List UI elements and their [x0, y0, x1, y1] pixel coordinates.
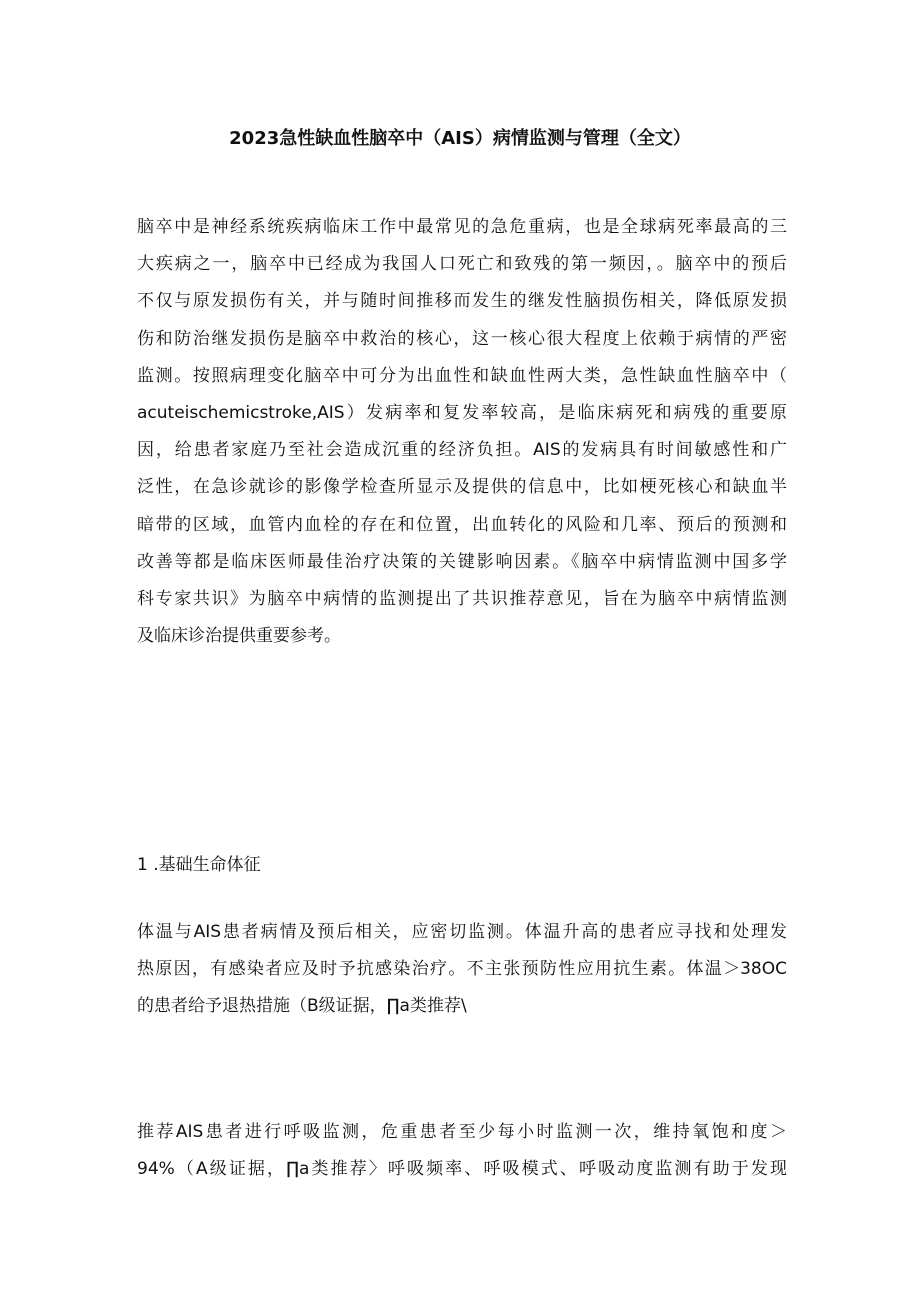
text-line: 推荐AIS患者进行呼吸监测，危重患者至少每小时监测一次，维持氧饱和度＞: [137, 1122, 787, 1142]
text-line: 大疾病之一，脑卒中已经成为我国人口死亡和致残的第一频因，。脑卒中的预后: [137, 254, 787, 275]
text-line: 及临床诊治提供重要参考。: [137, 626, 341, 647]
text-line: acuteischemicstroke,AIS）发病率和复发率较高，是临床病死和病残的重要原: [137, 403, 787, 424]
text-line: 科专家共识》为脑卒中病情的监测提出了共识推荐意见，旨在为脑卒中病情监测: [137, 589, 787, 610]
intro-paragraph: [137, 209, 787, 655]
text-line: 不仅与原发损伤有关，并与随时间推移而发生的继发性脑损伤相关，降低原发损: [137, 291, 787, 312]
text-line: 的患者给予退热措施（B级证据，∏a类推荐\: [137, 996, 467, 1017]
document-title: 2023急性缺血性脑卒中（AIS）病情监测与管理（全文）: [229, 128, 691, 149]
section-heading: 1 .基础生命体征: [137, 855, 261, 875]
text-line: 监测。按照病理变化脑卒中可分为出血性和缺血性两大类，急性缺血性脑卒中（: [137, 365, 787, 386]
text-line: 因，给患者家庭乃至社会造成沉重的经济负担。AIS的发病具有时间敏感性和广: [137, 440, 787, 461]
text-line: 伤和防治继发损伤是脑卒中救治的核心，这一核心很大程度上依赖于病情的严密: [137, 328, 787, 349]
text-line: 热原因，有感染者应及时予抗感染治疗。不主张预防性应用抗生素。体温＞38OC: [137, 959, 787, 980]
text-line: 改善等都是临床医师最佳治疗决策的关键影响因素。《脑卒中病情监测中国多学: [137, 551, 787, 572]
text-line: 暗带的区域，血管内血栓的存在和位置，出血转化的风险和几率、预后的预测和: [137, 514, 787, 535]
respiration-paragraph: [137, 1114, 787, 1188]
temperature-paragraph: [137, 914, 787, 1026]
text-line: 体温与AIS患者病情及预后相关，应密切监测。体温升高的患者应寻找和处理发: [137, 922, 787, 942]
text-line: 脑卒中是神经系统疾病临床工作中最常见的急危重病，也是全球病死率最高的三: [137, 217, 787, 237]
text-line: 94%（A级证据，∏a类推荐〉呼吸频率、呼吸模式、呼吸动度监测有助于发现: [137, 1159, 787, 1180]
text-line: 泛性，在急诊就诊的影像学检查所显示及提供的信息中，比如梗死核心和缺血半: [137, 477, 787, 498]
